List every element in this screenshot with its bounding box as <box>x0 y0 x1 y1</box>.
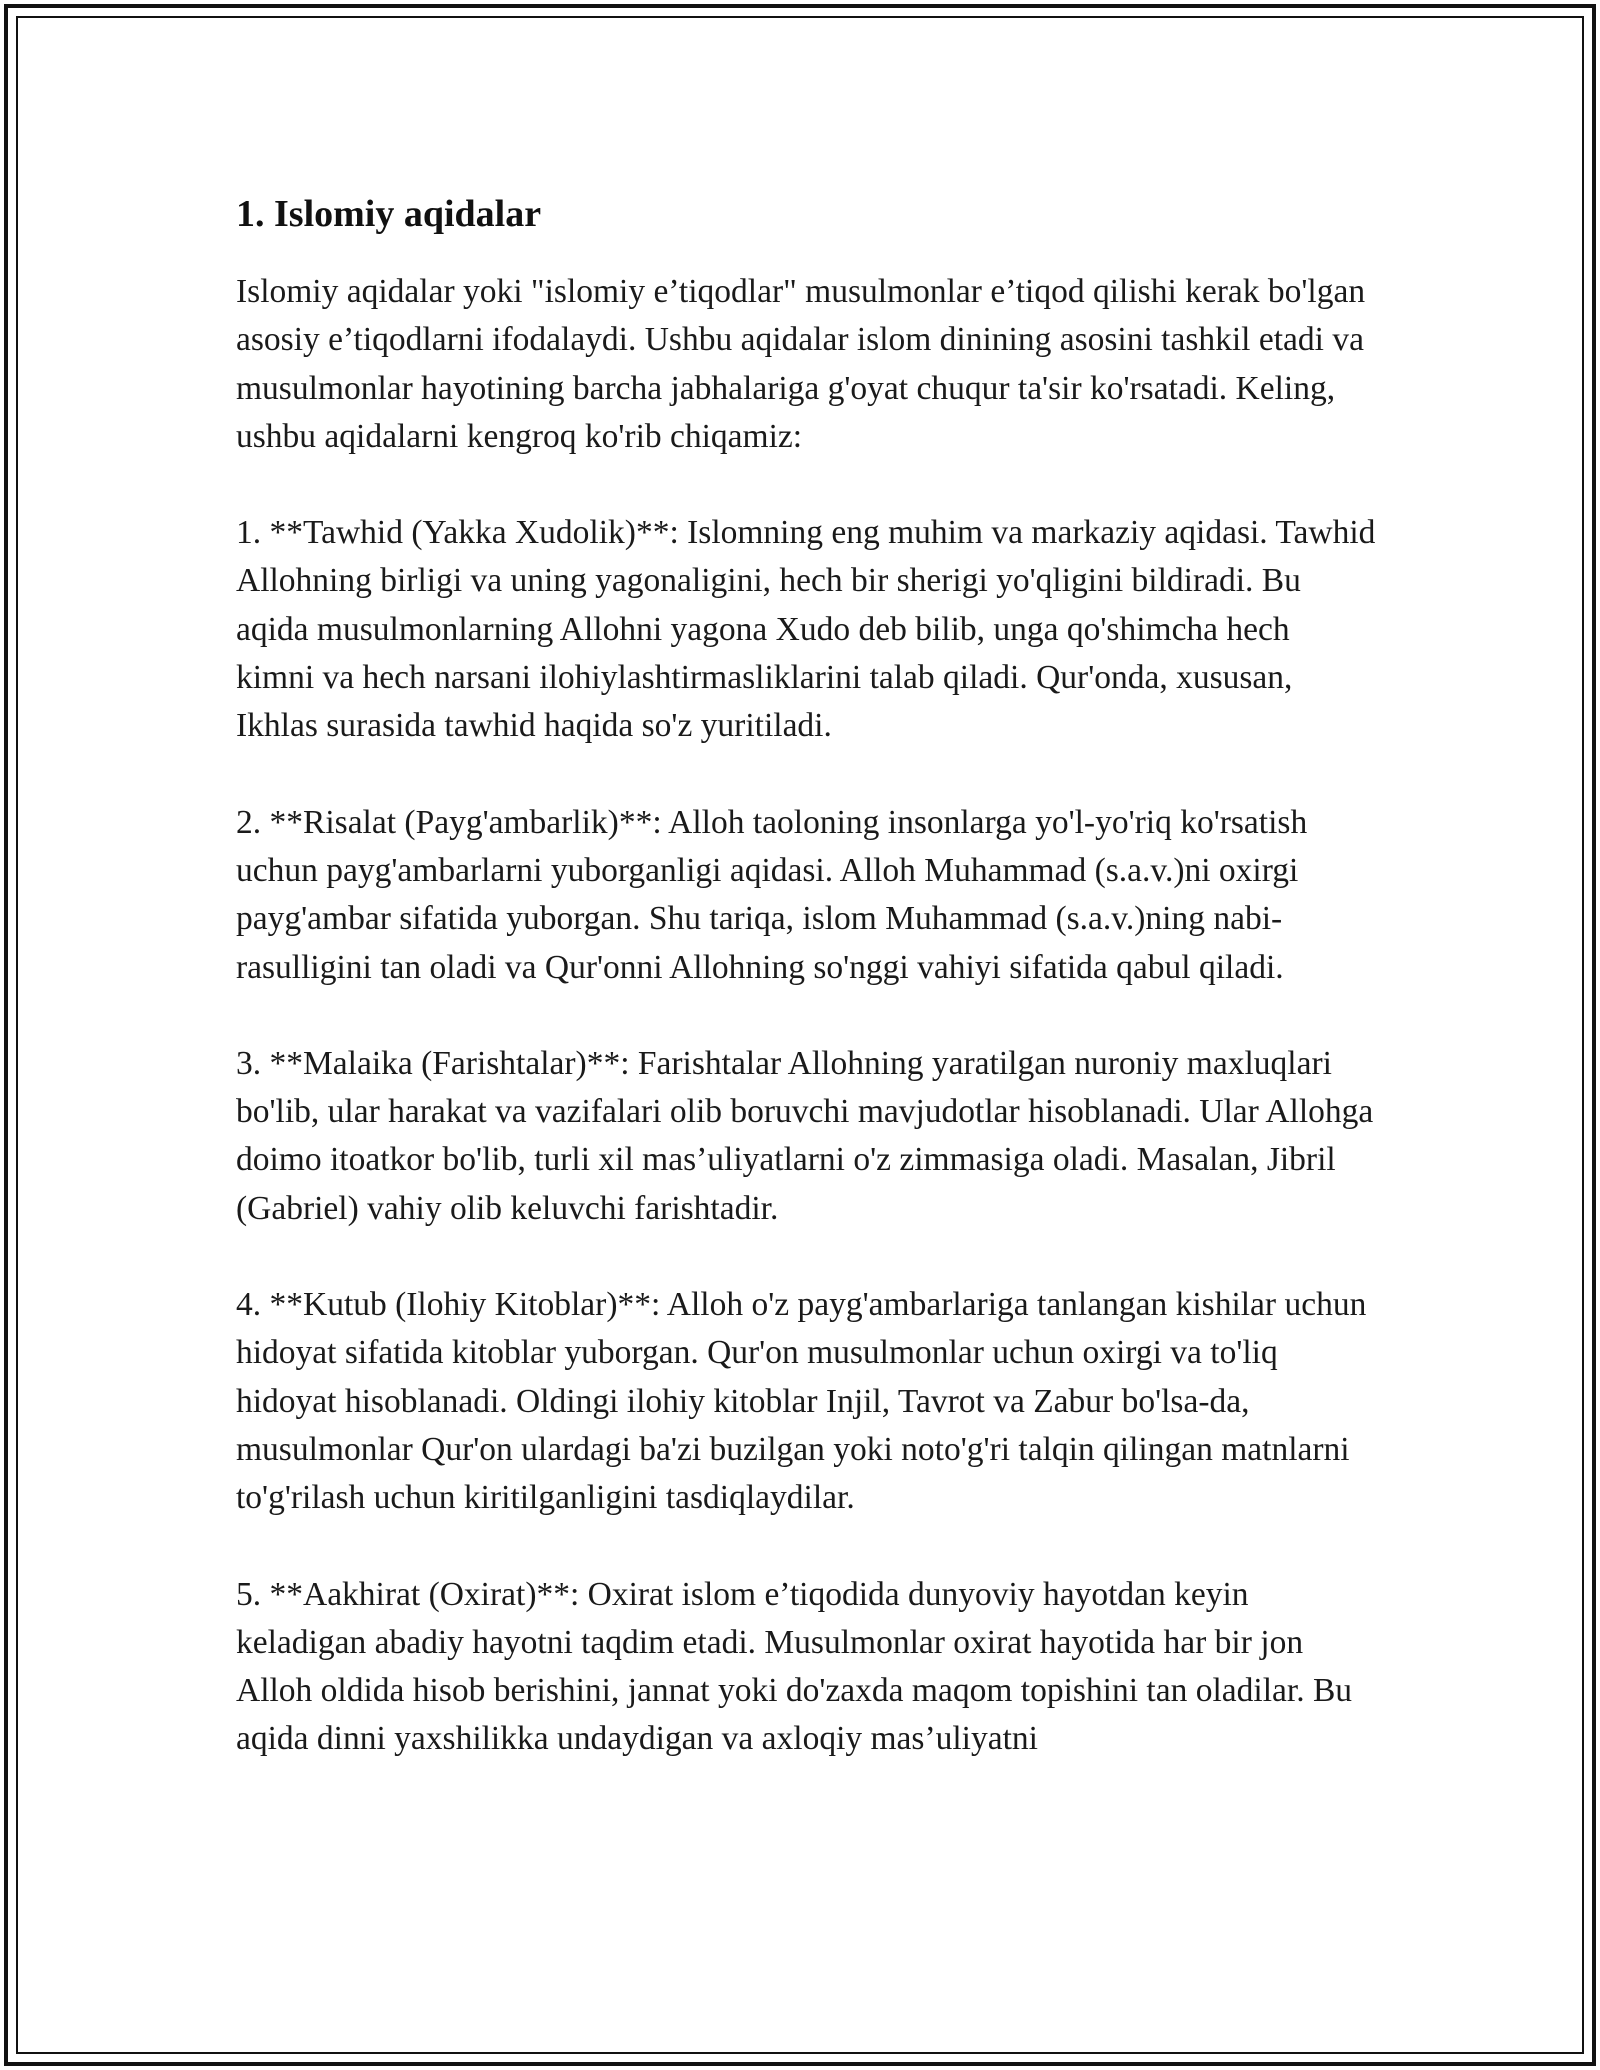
paragraph-kutub: 4. **Kutub (Ilohiy Kitoblar)**: Alloh o'z payg'ambarlariga tanlangan kishilar uchun hidoyat sifatida kitoblar yuborgan. Qur'on musulmonlar uchun oxirgi va to'liq hidoyat hisoblanadi. Oldingi ilohiy kitoblar Injil, Tavrot va Zabur bo'lsa-da, musulmonlar Qur'on ulardagi ba'zi buzilgan yoki noto'g'ri talqin qilingan matnlarni to'g'rilash uchun kiritilganligini tasdiqlaydilar. <box>236 1286 1367 1517</box>
paragraph-aakhirat: 5. **Aakhirat (Oxirat)**: Oxirat islom e’tiqodida dunyoviy hayotdan keyin keladigan abadiy hayotni taqdim etadi. Musulmonlar oxirat hayotida har bir jon Alloh oldida hisob berishini, jannat yoki do'zaxda maqom topishini tan oladilar. Bu aqida dinni yaxshilikka undaydigan va axloqiy mas’uliyatni <box>236 1575 1353 1758</box>
paragraph-malaika: 3. **Malaika (Farishtalar)**: Farishtalar Allohning yaratilgan nuroniy maxluqlari bo'lib, ular harakat va vazifalari olib boruvchi mavjudotlar hisoblanadi. Ular Allohga doimo itoatkor bo'lib, turli xil mas’uliyatlarni o'z zimmasiga oladi. Masalan, Jibril (Gabriel) vahiy olib keluvchi farishtadir. <box>236 1044 1374 1227</box>
intro-paragraph: Islomiy aqidalar yoki "islomiy e’tiqodlar" musulmonlar e’tiqod qilishi kerak bo'lgan asosiy e’tiqodlarni ifodalaydi. Ushbu aqidalar islom dinining asosini tashkil etadi va musulmonlar hayotining barcha jabhalariga g'oyat chuqur ta'sir ko'rsatadi. Keling, ushbu aqidalarni kengroq ko'rib chiqamiz: <box>236 273 1366 455</box>
paragraph-risalat: 2. **Risalat (Payg'ambarlik)**: Alloh taoloning insonlarga yo'l-yo'riq ko'rsatish uchun payg'ambarlarni yuborganligi aqidasi. Alloh Muhammad (s.a.v.)ni oxirgi payg'ambar sifatida yuborgan. Shu tariqa, islom Muhammad (s.a.v.)ning nabi-rasulligini tan oladi va Qur'onni Allohning so'nggi vahiyi sifatida qabul qiladi. <box>236 803 1308 986</box>
paragraph-tawhid: 1. **Tawhid (Yakka Xudolik)**: Islomning eng muhim va markaziy aqidasi. Tawhid Allohning birligi va uning yagonaligini, hech bir sherigi yo'qligini bildiradi. Bu aqida musulmonlarning Allohni yagona Xudo deb bilib, unga qo'shimcha hech kimni va hech narsani ilohiylashtirmasliklarini talab qiladi. Qur'onda, xususan, Ikhlas surasida tawhid haqida so'z yuritiladi. <box>236 514 1376 745</box>
section-heading: 1. Islomiy aqidalar <box>236 193 542 235</box>
document-body <box>236 188 1376 1812</box>
